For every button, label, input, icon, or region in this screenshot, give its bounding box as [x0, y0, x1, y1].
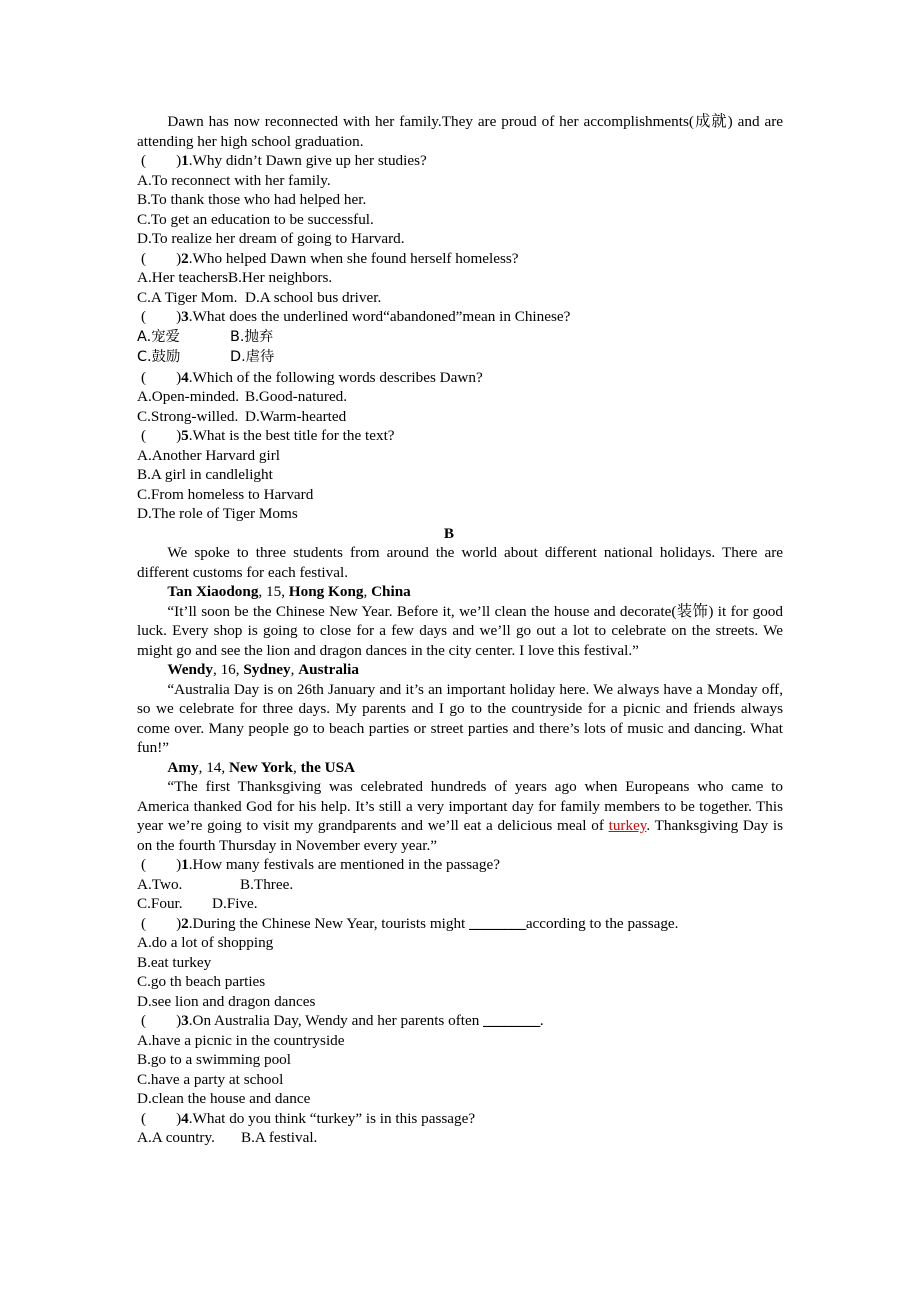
option-a3-c[interactable]: C.鼓励 [137, 349, 181, 365]
option-a2-c[interactable]: C.A Tiger Mom. [137, 288, 238, 306]
option-a3-a[interactable]: A.宠爱 [137, 328, 180, 345]
question-b3-blank[interactable]: ________ [483, 1012, 540, 1029]
question-b3-stem [137, 1011, 783, 1031]
answer-bracket-a1[interactable]: ( ) [141, 152, 182, 169]
speaker-1-comma: , [363, 583, 372, 600]
answer-bracket-a3[interactable]: ( ) [141, 308, 182, 325]
question-a3-number: 3 [181, 308, 189, 325]
speaker-2-quote: “Australia Day is on 26th January and it’s an important holiday here. We always have a Monday off, so we celebrate for three days. My parents and I go to the countryside for a picnic and friends always come over. Many people go to beach parties or street parties and there’s lots of music and dancing. What fun!” [137, 680, 783, 756]
answer-bracket-a5[interactable]: ( ) [141, 427, 182, 444]
question-b1-text: .How many festivals are mentioned in the passage? [188, 856, 500, 873]
question-a3-text: .What does the underlined word“abandoned”mean in Chinese? [188, 308, 571, 325]
option-row-a4-1 [137, 387, 783, 407]
question-b2-blank[interactable]: ________ [469, 914, 526, 932]
option-b1-c[interactable]: C.Four. [137, 895, 183, 912]
option-a1-a[interactable]: A.To reconnect with her family. [137, 171, 331, 189]
question-b4-text: .What do you think “turkey” is in this passage? [188, 1109, 476, 1127]
vocabulary-word-turkey: turkey [608, 817, 647, 834]
passage-a-closing-paragraph: Dawn has now reconnected with her family.They are proud of her accomplishments(成就) and are attending her high school graduation. [137, 113, 783, 150]
question-b2-text-part2: according to the passage. [525, 914, 679, 932]
speaker-3-country: the USA [300, 758, 355, 776]
option-a4-b[interactable]: B.Good-natured. [245, 388, 348, 405]
option-b2-c[interactable]: C.go th beach parties [137, 973, 266, 990]
question-a1-text: .Why didn’t Dawn give up her studies? [188, 152, 427, 169]
option-a5-d[interactable]: D.The role of Tiger Moms [137, 505, 298, 522]
option-b3-a[interactable]: A.have a picnic in the countryside [137, 1031, 345, 1049]
speaker-2-comma: , [290, 661, 299, 678]
option-a2-d[interactable]: D.A school bus driver. [245, 288, 382, 306]
question-a2-text: .Who helped Dawn when she found herself homeless? [188, 249, 519, 267]
option-a3-b[interactable]: B.抛弃 [230, 328, 274, 345]
question-b1-stem [137, 855, 783, 875]
section-heading-b: B [443, 524, 455, 542]
question-a5-stem [137, 426, 783, 446]
speaker-1-name: Tan Xiaodong [167, 583, 259, 600]
question-a2-stem [137, 249, 783, 269]
option-row-a4-2 [137, 407, 783, 427]
option-row-a2-1 [137, 268, 783, 288]
option-a1-d[interactable]: D.To realize her dream of going to Harvard. [137, 230, 405, 247]
speaker-3-quote-part1: “The first Thanksgiving was celebrated hundreds of years ago when Europeans who came to America thanked God for his help. It’s still a very important day for family members to be together. This year we’re going to visit my grandparents and we’ll eat a delicious meal of [137, 778, 783, 834]
option-b2-b[interactable]: B.eat turkey [137, 953, 212, 971]
option-a4-c[interactable]: C.Strong-willed. [137, 407, 239, 425]
option-row-b1-1 [137, 875, 783, 895]
speaker-1-city: Hong Kong [288, 583, 364, 600]
option-b3-c[interactable]: C.have a party at school [137, 1070, 284, 1088]
option-a1-c[interactable]: C.To get an education to be successful. [137, 210, 374, 228]
option-a2-b[interactable]: B.Her neighbors. [228, 269, 333, 286]
question-a1-number: 1 [181, 152, 189, 169]
option-row-b1-2 [137, 894, 783, 914]
speaker-2-city: Sydney [243, 661, 291, 678]
speaker-3-quote-part2: . Thanksgiving Day is on the fourth Thursday in November every year.” [137, 817, 784, 854]
answer-bracket-a4[interactable]: ( ) [141, 368, 182, 386]
option-a4-d[interactable]: D.Warm-hearted [245, 407, 347, 425]
option-b3-b[interactable]: B.go to a swimming pool [137, 1051, 291, 1068]
option-a2-a[interactable]: A.Her teachers. [137, 269, 232, 286]
option-a5-b[interactable]: B.A girl in candlelight [137, 466, 273, 483]
speaker-1-age: , 15, [258, 583, 289, 600]
question-b4-number: 4 [181, 1109, 189, 1127]
speaker-3-name: Amy [167, 758, 199, 776]
option-b1-a[interactable]: A.Two. [137, 875, 183, 893]
option-a5-c[interactable]: C.From homeless to Harvard [137, 485, 314, 503]
option-b3-d[interactable]: D.clean the house and dance [137, 1090, 311, 1107]
option-a3-d[interactable]: D.虐待 [230, 349, 275, 365]
option-b2-a[interactable]: A.do a lot of shopping [137, 934, 274, 951]
answer-bracket-b1[interactable]: ( ) [141, 856, 182, 873]
question-b2-text-part1: .During the Chinese New Year, tourists might [188, 914, 470, 932]
question-a1-stem [137, 151, 783, 171]
question-a3-stem [137, 307, 783, 327]
answer-bracket-b2[interactable]: ( ) [141, 914, 182, 932]
speaker-2-country: Australia [298, 661, 359, 678]
option-row-a2-2 [137, 288, 783, 308]
question-b3-text-part1: .On Australia Day, Wendy and her parents often [188, 1012, 484, 1029]
speaker-3-city: New York [228, 758, 293, 776]
question-b3-text-part2: . [539, 1012, 544, 1029]
question-b1-number: 1 [181, 856, 189, 873]
question-a5-text: .What is the best title for the text? [188, 427, 395, 444]
speaker-3-heading [137, 758, 783, 778]
option-a5-a[interactable]: A.Another Harvard girl [137, 446, 280, 464]
option-b2-d[interactable]: D.see lion and dragon dances [137, 992, 316, 1010]
answer-bracket-b3[interactable]: ( ) [141, 1012, 182, 1029]
question-b4-stem [137, 1109, 783, 1129]
speaker-2-name: Wendy [167, 661, 213, 678]
option-a4-a[interactable]: A.Open-minded. [137, 388, 240, 405]
question-a4-text: .Which of the following words describes Dawn? [188, 368, 483, 386]
speaker-3-comma: , [292, 758, 301, 776]
speaker-1-heading [137, 582, 783, 602]
speaker-1-quote: “It’ll soon be the Chinese New Year. Before it, we’ll clean the house and decorate(装饰) it for good luck. Every shop is going to close for a few days and we’ll go out a lot to celebrate on the streets. We might go and see the lion and dragon dances in the city center. I love this festival.” [137, 602, 783, 659]
question-b3-number: 3 [181, 1012, 189, 1029]
question-b2-number: 2 [181, 914, 189, 932]
answer-bracket-b4[interactable]: ( ) [141, 1109, 182, 1127]
question-a5-number: 5 [181, 427, 189, 444]
speaker-2-heading [137, 660, 783, 680]
question-a4-stem [137, 368, 783, 388]
question-a2-number: 2 [181, 249, 189, 267]
question-a4-number: 4 [181, 368, 189, 386]
worksheet-content [137, 112, 783, 1148]
option-row-a3-2 [137, 347, 783, 368]
speaker-2-age: , 16, [212, 661, 244, 678]
option-b4-b[interactable]: B.A festival. [241, 1129, 318, 1146]
option-b1-d[interactable]: D.Five. [212, 895, 258, 912]
option-b1-b[interactable]: B.Three. [240, 875, 294, 893]
option-row-b4-1 [137, 1128, 783, 1148]
option-a1-b[interactable]: B.To thank those who had helped her. [137, 191, 367, 208]
speaker-1-country: China [371, 583, 411, 600]
answer-bracket-a2[interactable]: ( ) [141, 249, 182, 267]
option-b4-a[interactable]: A.A country. [137, 1129, 215, 1146]
option-row-a3-1 [137, 327, 783, 348]
passage-b-intro: We spoke to three students from around the world about different national holidays. There are different customs for each festival. [137, 544, 783, 581]
question-b2-stem [137, 914, 783, 934]
speaker-3-age: , 14, [198, 758, 229, 776]
speaker-3-quote [137, 777, 783, 855]
